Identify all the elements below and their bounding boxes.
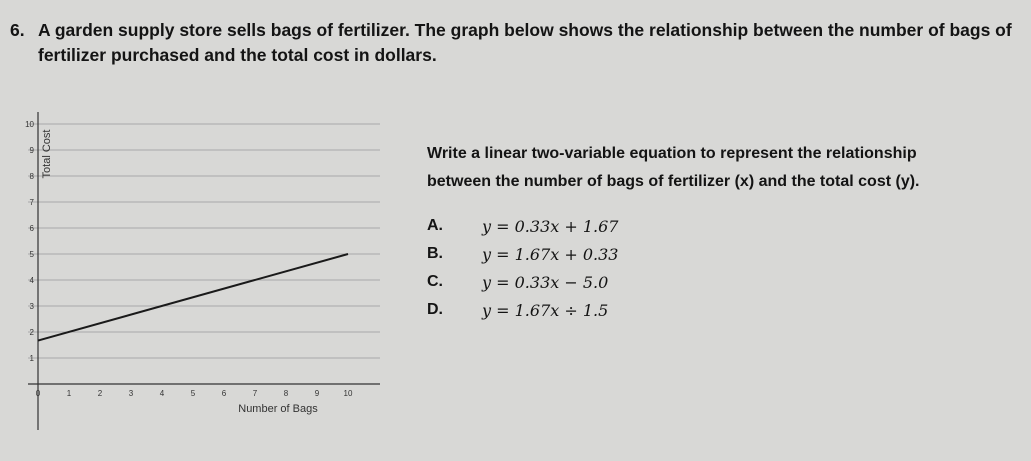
question-line-1 [10,18,1020,43]
chart-svg [25,112,380,430]
y-tick-label: 8 [29,172,34,181]
y-tick-label: 10 [25,120,34,129]
y-tick-label: 4 [29,276,34,285]
y-tick-label: 7 [29,198,34,207]
y-tick-label: 3 [29,302,34,311]
choice-letter: D. [427,301,443,318]
y-tick-label: 5 [29,250,34,259]
choice-equation: y = 0.33x + 1.67 [482,216,619,236]
x-tick-label: 6 [221,389,227,398]
y-tick-label: 6 [29,224,34,233]
choice-c[interactable] [427,268,618,296]
x-tick-label: 2 [97,389,103,398]
x-tick-label: 10 [343,389,353,398]
x-tick-label: 0 [35,389,41,398]
y-tick-label: 2 [29,328,34,337]
question-number: 6. [10,20,25,40]
question-text-1: A garden supply store sells bags of fertilizer. The graph below shows the relationship between the number of bags of [38,20,1012,40]
prompt-line-2: between the number of bags of fertilizer (x) and the total cost (y). [427,173,920,190]
y-tick-label: 9 [29,146,34,155]
choice-equation: y = 1.67x + 0.33 [482,244,619,264]
choice-letter: C. [427,273,443,290]
choice-letter: B. [427,245,443,262]
x-tick-label: 7 [252,389,258,398]
answer-choices [427,212,618,324]
x-axis-label: Number of Bags [238,403,318,415]
prompt-line-1: Write a linear two-variable equation to represent the relationship [427,145,917,162]
prompt [427,140,1017,196]
x-tick-label: 8 [283,389,289,398]
cost-line [38,254,348,341]
choice-b[interactable] [427,240,618,268]
y-axis-label: Total Cost [41,129,53,179]
x-tick-label: 1 [66,389,72,398]
choice-d[interactable] [427,296,618,324]
choice-equation: y = 1.67x ÷ 1.5 [482,300,609,320]
x-tick-label: 3 [128,389,134,398]
choice-letter: A. [427,217,443,234]
y-tick-label: 1 [29,354,34,363]
choice-a[interactable] [427,212,618,240]
x-tick-label: 5 [190,389,196,398]
choice-equation: y = 0.33x − 5.0 [482,272,609,292]
cost-graph [25,112,380,430]
question-text-2: fertilizer purchased and the total cost in dollars. [38,45,437,65]
x-tick-label: 9 [314,389,320,398]
question [10,18,1020,68]
x-tick-label: 4 [159,389,165,398]
